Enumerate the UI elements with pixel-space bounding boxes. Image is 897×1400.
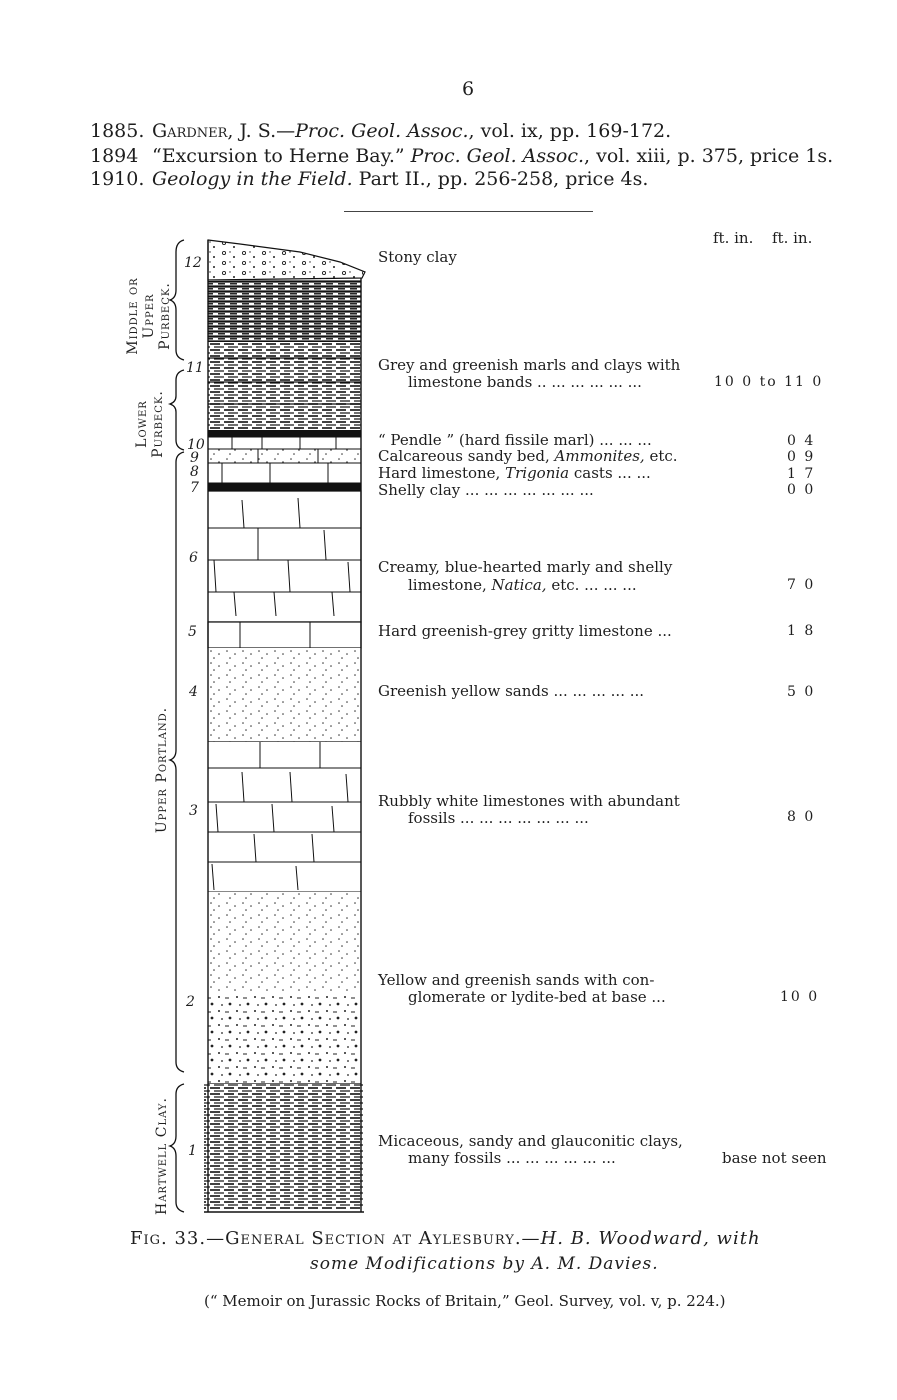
- bed-description-cont: [378, 373, 642, 391]
- bed-description-text: many fossils ... ... ... ... ... ...: [408, 1149, 616, 1167]
- bed-thickness: 0 4: [787, 433, 816, 449]
- bed-thickness: 1 7: [787, 466, 816, 482]
- bed-number: 6: [189, 550, 198, 566]
- bed-number: 8: [190, 464, 199, 480]
- bed-description-text: Creamy, blue-hearted marly and shelly: [378, 558, 673, 576]
- reference-journal: Proc. Geol. Assoc.: [410, 145, 585, 167]
- stage-label-text: Upper Portland.: [154, 706, 170, 834]
- bed-description-text: etc. ... ... ...: [546, 576, 637, 594]
- bed-description-italic: Trigonia: [505, 464, 570, 482]
- bed-description-italic: Natica,: [491, 576, 547, 594]
- bed-description-text: limestone,: [408, 576, 492, 594]
- stage-label-text: Hartwell Clay.: [154, 1097, 170, 1215]
- reference-detail: Part II., pp. 256-258, price 4s.: [358, 168, 649, 190]
- bed-number: 7: [190, 480, 199, 496]
- bed-thickness: 8 0: [787, 809, 816, 825]
- bed-description-text: Grey and greenish marls and clays with: [378, 356, 681, 374]
- bed-description-text: Shelly clay ... ... ... ... ... ... ...: [378, 481, 594, 499]
- bed-description: [378, 792, 680, 810]
- bed-thickness: 10 0 to 11 0: [714, 374, 824, 390]
- bed-thickness: 0 0: [787, 482, 816, 498]
- reference-year: 1885.: [90, 120, 145, 142]
- bed-description-text: Hard greenish-grey gritty limestone ...: [378, 622, 672, 640]
- stage-label-text: Middle or Upper Purbeck.: [125, 277, 173, 355]
- bed-description: [378, 447, 678, 465]
- figure-caption: [130, 1228, 761, 1249]
- bed-description: [378, 971, 654, 989]
- column-header-ft-in: ft. in.: [713, 229, 754, 247]
- bed-number: 3: [189, 803, 198, 819]
- bed-description: [378, 682, 644, 700]
- bed-number: 9: [190, 450, 199, 466]
- bed-description-italic: Ammonites,: [554, 447, 645, 465]
- bed-description-text: Rubbly white limestones with abundant: [378, 792, 680, 810]
- reference-author: Gardner, J. S.—: [152, 120, 296, 142]
- reference-title: “Excursion to Herne Bay.”: [152, 145, 405, 167]
- bed-description: [378, 558, 672, 576]
- bed-number: 2: [186, 994, 195, 1010]
- bed-description-text: fossils ... ... ... ... ... ... ...: [408, 809, 589, 827]
- bed-thickness: 10 0: [780, 989, 820, 1005]
- bed-description-text: Stony clay: [378, 248, 457, 266]
- stage-label-middle-upper-purbeck: [125, 253, 173, 379]
- bed-number: 1: [188, 1143, 197, 1159]
- bed-description-text: limestone bands .. ... ... ... ... ...: [408, 373, 642, 391]
- bed-thickness: 1 8: [787, 623, 816, 639]
- stage-label-hartwell-clay: [154, 1076, 170, 1236]
- reference-title: Geology in the Field.: [152, 168, 353, 190]
- bed-number: 11: [186, 360, 204, 376]
- figure-source: (“ Memoir on Jurassic Rocks of Britain,” Geol. Survey, vol. v, p. 224.): [204, 1292, 726, 1310]
- stage-label-lower-purbeck: [134, 374, 166, 474]
- bed-number: 4: [189, 684, 198, 700]
- bed-number: 10: [187, 437, 205, 453]
- figure-caption-line2: some Modifications by A. M. Davies.: [310, 1254, 659, 1274]
- bed-description-text: casts ... ...: [569, 464, 651, 482]
- stage-label-text: Lower Purbeck.: [134, 390, 166, 458]
- bed-thickness: 7 0: [787, 577, 816, 593]
- reference-detail: , vol. xiii, p. 375, price 1s.: [584, 145, 834, 167]
- bed-description: [378, 356, 680, 374]
- bed-description-text: etc.: [644, 447, 678, 465]
- bed-description-text: Yellow and greenish sands with con-: [378, 971, 655, 989]
- reference-year: 1910.: [90, 168, 145, 190]
- bed-description: [378, 1132, 683, 1150]
- column-header-ft-in: ft. in.: [772, 229, 813, 247]
- bed-description: [378, 248, 457, 266]
- bed-description-cont: [378, 1149, 616, 1167]
- bed-description: [378, 464, 651, 482]
- bed-description: [378, 622, 672, 640]
- bed-thickness: base not seen: [722, 1149, 827, 1167]
- bed-description-cont: [378, 576, 637, 594]
- bed-number: 5: [188, 624, 197, 640]
- bed-description-text: Greenish yellow sands ... ... ... ... ...: [378, 682, 645, 700]
- bed-description-text: Micaceous, sandy and glauconitic clays,: [378, 1132, 683, 1150]
- bed-description-cont: [378, 809, 589, 827]
- bed-description-text: glomerate or lydite-bed at base ...: [408, 988, 666, 1006]
- bed-description-text: Calcareous sandy bed,: [378, 447, 555, 465]
- figure-caption-authors: H. B. Woodward, with: [540, 1228, 761, 1249]
- bed-description: [378, 481, 594, 499]
- figure-caption-title: Fig. 33.—General Section at Aylesbury.—: [130, 1228, 541, 1249]
- bed-thickness: 5 0: [787, 684, 816, 700]
- reference-year: 1894: [90, 145, 139, 167]
- bed-description-text: “ Pendle ” (hard fissile marl) ... ... ...: [378, 431, 652, 449]
- reference-detail: , vol. ix, pp. 169-172.: [468, 120, 672, 142]
- page-number: 6: [462, 78, 475, 100]
- bed-description-text: Hard limestone,: [378, 464, 506, 482]
- bed-number: 12: [184, 255, 202, 271]
- stage-label-upper-portland: [154, 680, 170, 860]
- bed-thickness: 0 9: [787, 449, 816, 465]
- bed-description-cont: [378, 988, 666, 1006]
- reference-journal: Proc. Geol. Assoc.: [295, 120, 469, 142]
